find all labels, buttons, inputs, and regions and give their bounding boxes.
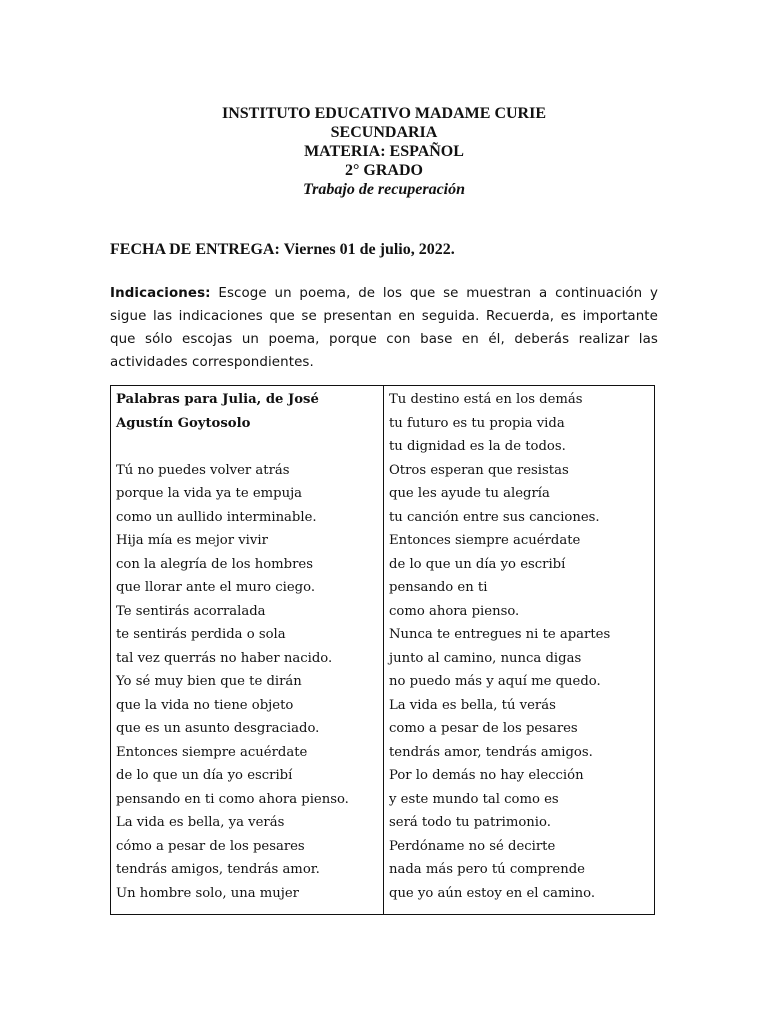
poem-line: tu futuro es tu propia vida (389, 415, 565, 431)
poem-line: Por lo demás no hay elección (389, 768, 584, 783)
poem-left-column (116, 388, 378, 905)
poem-line: con la alegría de los hombres (116, 556, 313, 572)
subject: MATERIA: ESPAÑOL (304, 143, 464, 160)
poem-line: Tu destino está en los demás (389, 392, 583, 407)
poem-line: porque la vida ya te empuja (116, 486, 303, 501)
poem-line: te sentirás perdida o sola (116, 627, 286, 642)
poem-title: Palabras para Julia (116, 392, 257, 407)
column-divider (383, 386, 384, 914)
poem-right-column (389, 388, 651, 905)
poem-line: Te sentirás acorralada (116, 603, 266, 619)
poem-line: de lo que un día yo escribí (389, 556, 566, 572)
poem-right-lines (389, 388, 651, 905)
poem-line: Hija mía es mejor vivir (116, 533, 268, 548)
poem-line: La vida es bella, tú verás (389, 697, 556, 713)
document-header (0, 104, 768, 199)
poem-line: como un aullido interminable. (116, 509, 317, 525)
instructions (110, 282, 658, 374)
poem-line: que es un asunto desgraciado. (116, 721, 320, 736)
poem-line: que les ayude tu alegría (389, 486, 550, 501)
poem-line: que yo aún estoy en el camino. (389, 885, 596, 901)
poem-line: Otros esperan que resistas (389, 462, 569, 478)
poem-line: cómo a pesar de los pesares (116, 838, 305, 854)
poem-line: tu dignidad es la de todos. (389, 439, 566, 454)
poem-table (110, 385, 655, 915)
grade: 2° GRADO (345, 162, 423, 179)
deadline (110, 240, 658, 259)
poem-line: Perdóname no sé decirte (389, 838, 556, 854)
poem-line: Yo sé muy bien que te dirán (116, 674, 302, 689)
poem-line: pensando en ti (389, 580, 488, 595)
poem-line: como a pesar de los pesares (389, 721, 578, 736)
poem-line: será todo tu patrimonio. (389, 815, 551, 830)
poem-left-lines (116, 459, 378, 906)
poem-title-block (116, 388, 378, 435)
poem-line: nada más pero tú comprende (389, 862, 585, 877)
poem-author: , de José Agustín Goytosolo (116, 392, 319, 431)
poem-line: que llorar ante el muro ciego. (116, 580, 316, 595)
poem-line: La vida es bella, ya verás (116, 815, 285, 830)
instructions-label: Indicaciones: (110, 286, 211, 301)
poem-line: Entonces siempre acuérdate (116, 744, 308, 760)
poem-line: Nunca te entregues ni te apartes (389, 627, 611, 642)
poem-line: como ahora pienso. (389, 603, 520, 619)
poem-line: que la vida no tiene objeto (116, 697, 294, 713)
poem-line: Entonces siempre acuérdate (389, 533, 581, 548)
poem-line: tal vez querrás no haber nacido. (116, 650, 333, 666)
poem-line: y este mundo tal como es (389, 791, 559, 807)
school-name: INSTITUTO EDUCATIVO MADAME CURIE (221, 105, 546, 122)
poem-line: junto al camino, nunca digas (389, 650, 582, 666)
poem-line: tendrás amor, tendrás amigos. (389, 744, 593, 760)
school-level: SECUNDARIA (330, 124, 438, 141)
poem-line: Tú no puedes volver atrás (116, 462, 290, 478)
poem-line: tu canción entre sus canciones. (389, 509, 600, 525)
poem-line: tendrás amigos, tendrás amor. (116, 862, 320, 877)
deadline-value: Viernes 01 de julio, 2022. (283, 241, 455, 258)
assignment-title: Trabajo de recuperación (302, 181, 466, 198)
deadline-label: FECHA DE ENTREGA: (110, 241, 280, 258)
instructions-text: Escoge un poema, de los que se muestran a continuación y sigue las indicaciones que se presentan en seguida. Recuerda, es importante que sólo escojas un poema, porque con base en él, deberás realizar las actividades correspondientes. (110, 286, 659, 370)
poem-line: no puedo más y aquí me quedo. (389, 674, 601, 689)
poem-line: pensando en ti como ahora pienso. (116, 791, 349, 807)
poem-line: de lo que un día yo escribí (116, 768, 293, 783)
poem-line: Un hombre solo, una mujer (116, 885, 299, 901)
